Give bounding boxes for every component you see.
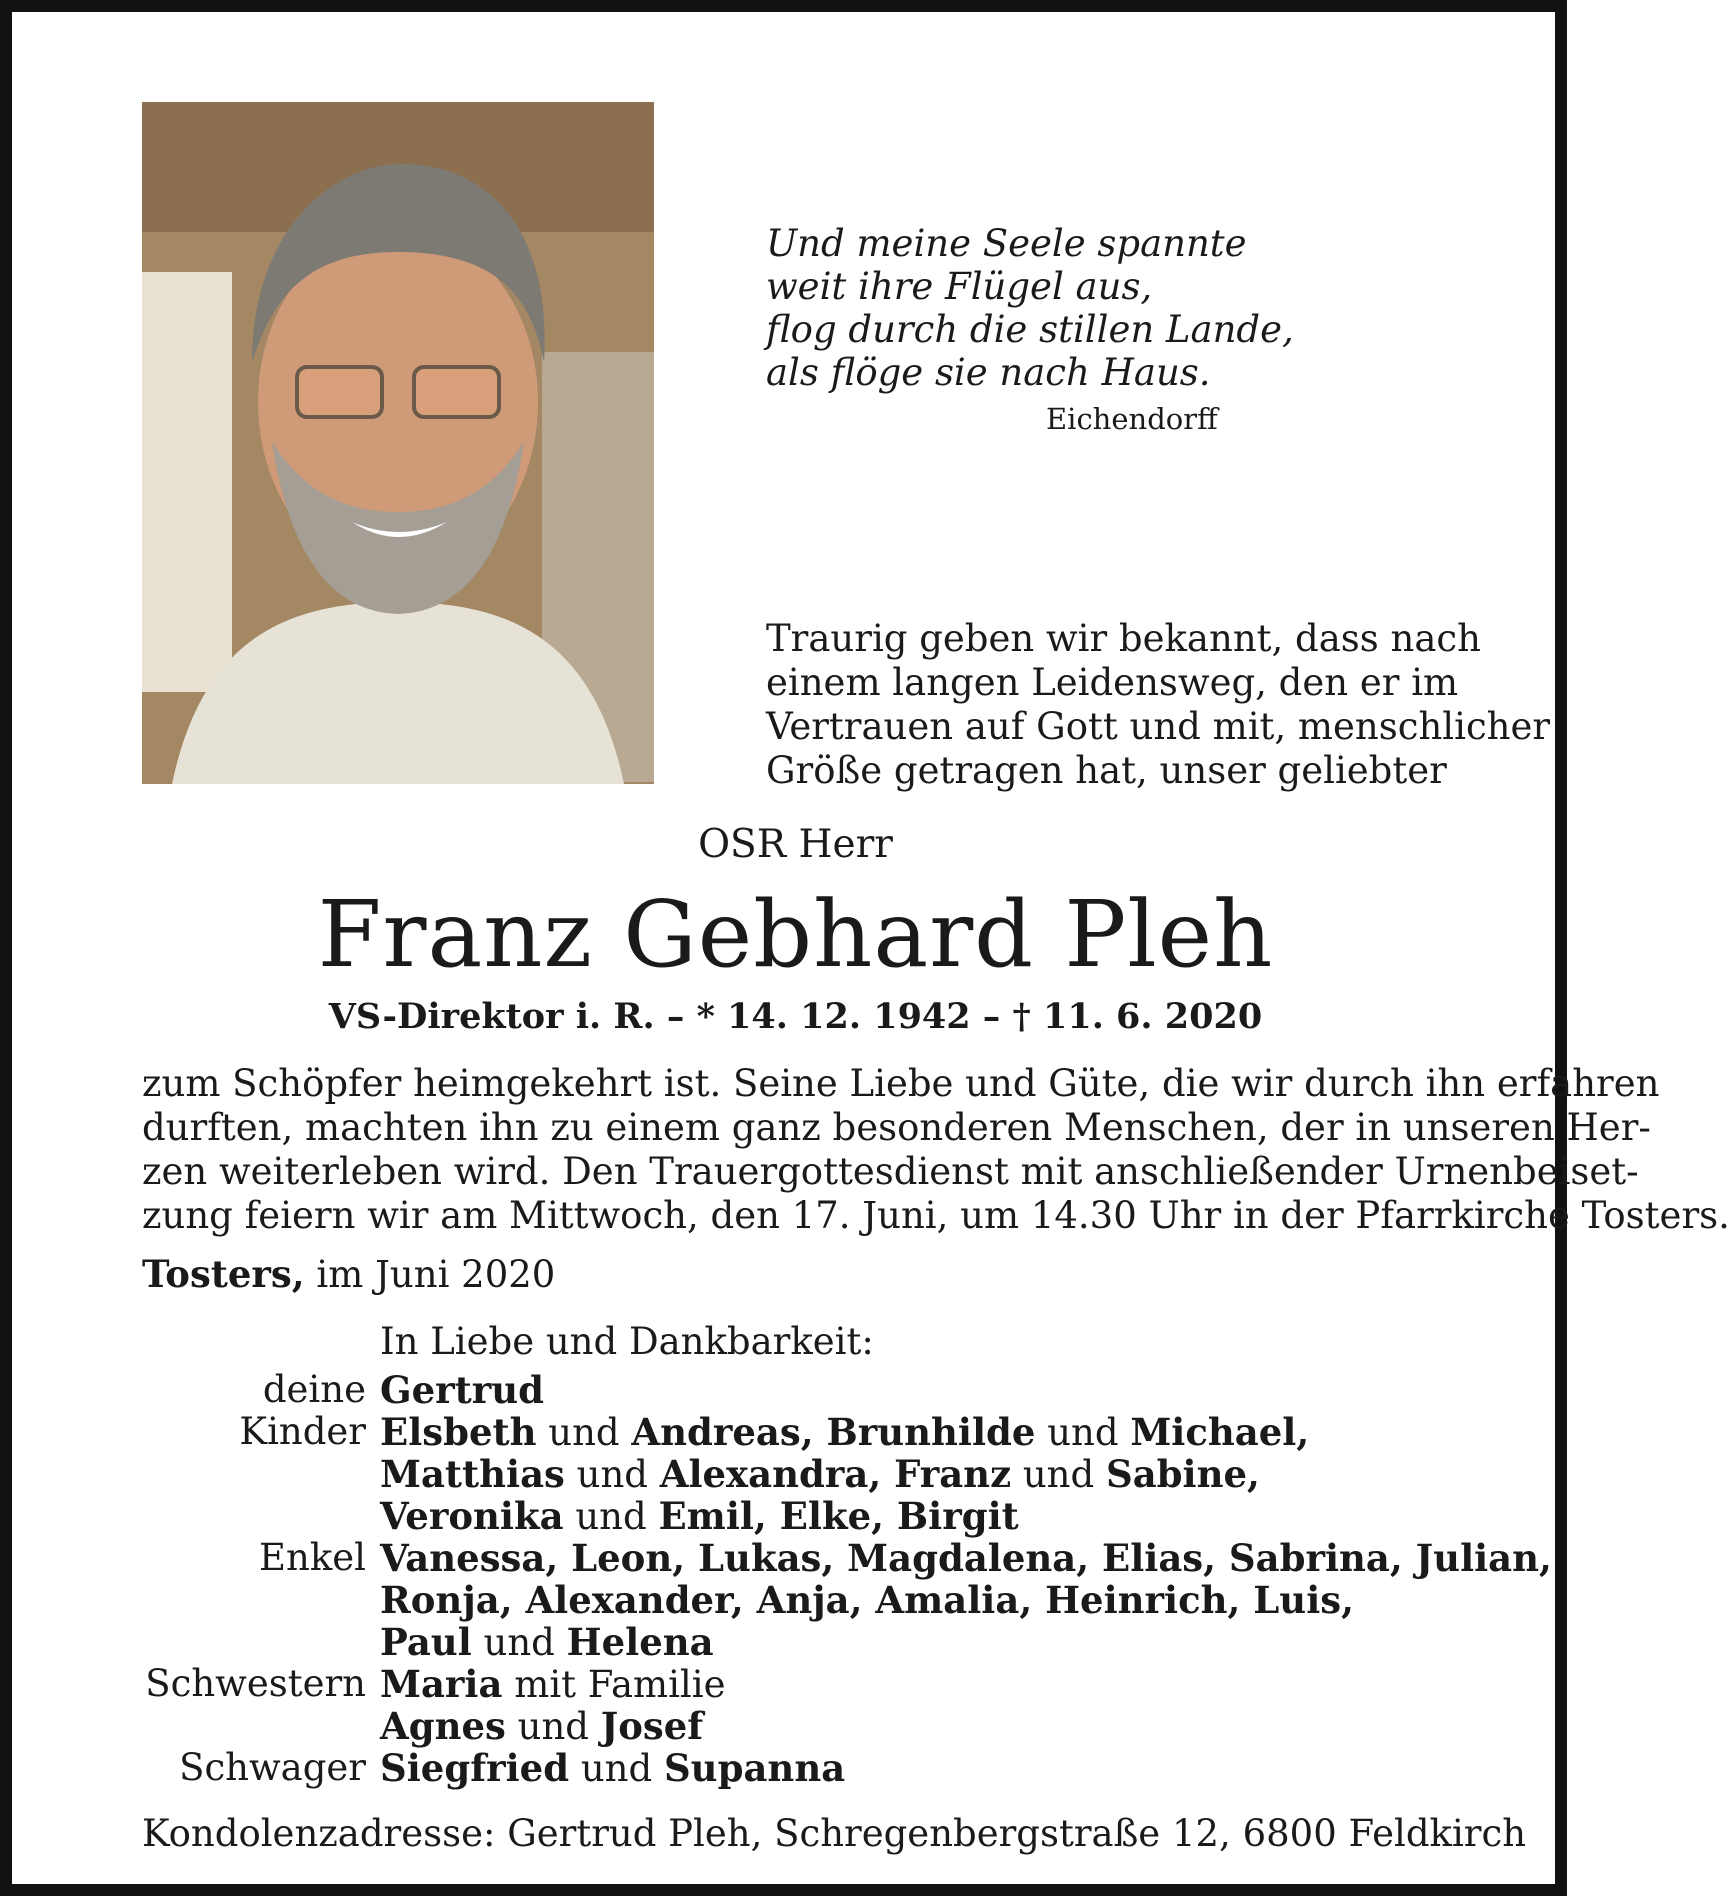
body-line: durften, machten ihn zu einem ganz besonderen Menschen, der in unseren Her-	[142, 1106, 1651, 1149]
mourner-names	[380, 1495, 1019, 1538]
announcement-line: Vertrauen auf Gott und mit, menschlicher	[766, 705, 1551, 748]
mourner-name: Siegfried	[380, 1746, 570, 1790]
deceased-prefix: OSR Herr	[698, 822, 893, 867]
mourner-names	[380, 1453, 1260, 1496]
mourner-names	[380, 1537, 1552, 1580]
mourner-name: Gertrud	[380, 1368, 544, 1412]
body-text	[142, 1062, 1730, 1238]
mourner-connector: und	[536, 1411, 632, 1454]
mourner-connector: und	[564, 1453, 660, 1496]
mourner-row	[12, 1663, 1579, 1705]
deceased-name: Franz Gebhard Pleh	[317, 881, 1274, 988]
closing-phrase: In Liebe und Dankbarkeit:	[380, 1320, 874, 1363]
mourner-name: Emil, Elke, Birgit	[658, 1494, 1019, 1538]
mourner-names	[380, 1411, 1309, 1454]
condolence-address: Kondolenzadresse: Gertrud Pleh, Schregenbergstraße 12, 6800 Feldkirch	[142, 1812, 1527, 1855]
mourner-connector: und	[1011, 1453, 1106, 1496]
place-date-text: im Juni 2020	[316, 1253, 556, 1296]
mourner-names	[380, 1579, 1354, 1622]
mourner-row	[12, 1537, 1579, 1579]
mourner-connector: und	[569, 1747, 664, 1790]
mourner-row	[12, 1369, 1579, 1411]
mourner-relation: Kinder	[239, 1410, 366, 1453]
body-line: zum Schöpfer heimgekehrt ist. Seine Liebe und Güte, die wir durch ihn erfahren	[142, 1062, 1660, 1105]
mourner-names	[380, 1663, 725, 1706]
mourner-row	[12, 1495, 1579, 1537]
mourner-row	[12, 1621, 1579, 1663]
poem-author: Eichendorff	[1046, 402, 1218, 436]
place-town: Tosters,	[142, 1252, 305, 1296]
mourner-row	[12, 1747, 1579, 1789]
body-line: zung feiern wir am Mittwoch, den 17. Juni, um 14.30 Uhr in der Pfarrkirche Tosters.	[142, 1194, 1730, 1237]
mourner-name: Sabine,	[1105, 1452, 1260, 1496]
mourner-name: Agnes	[380, 1704, 506, 1748]
mourner-name: Josef	[600, 1704, 704, 1748]
poem-quote	[766, 222, 1294, 394]
deceased-details: VS-Direktor i. R. – * 14. 12. 1942 – † 11. 6. 2020	[328, 996, 1263, 1037]
mourner-names	[380, 1705, 703, 1748]
mourner-name: Ronja, Alexander, Anja, Amalia, Heinrich, Luis,	[380, 1578, 1354, 1622]
mourner-row	[12, 1579, 1579, 1621]
announcement-line: Größe getragen hat, unser geliebter	[766, 749, 1447, 792]
mourner-relation: Schwestern	[145, 1662, 366, 1705]
mourner-name: Helena	[566, 1620, 714, 1664]
mourner-name: Elsbeth	[380, 1410, 537, 1454]
mourner-name: Andreas, Brunhilde	[631, 1410, 1036, 1454]
poem-line: Und meine Seele spannte	[766, 222, 1247, 265]
mourner-connector: und	[471, 1621, 567, 1664]
mourner-names	[380, 1621, 714, 1664]
announcement-text	[766, 617, 1551, 793]
mourner-row	[12, 1705, 1579, 1747]
place-date	[142, 1252, 555, 1297]
mourner-row	[12, 1453, 1579, 1495]
poem-line: als flöge sie nach Haus.	[766, 351, 1211, 394]
mourner-name: Maria	[380, 1662, 503, 1706]
mourner-names	[380, 1369, 544, 1412]
mourner-name: Alexandra, Franz	[659, 1452, 1012, 1496]
body-line: zen weiterleben wird. Den Trauergottesdienst mit anschließender Urnenbeiset-	[142, 1150, 1639, 1193]
portrait-photo	[142, 102, 654, 784]
poem-line: weit ihre Flügel aus,	[766, 265, 1153, 308]
mourner-connector: und	[505, 1705, 601, 1748]
mourner-connector: mit Familie	[502, 1663, 726, 1706]
mourner-relation: deine	[262, 1368, 366, 1411]
mourner-names	[380, 1747, 845, 1790]
poem-line: flog durch die stillen Lande,	[766, 308, 1294, 351]
mourner-connector: und	[1035, 1411, 1131, 1454]
mourner-relation: Enkel	[259, 1536, 366, 1579]
mourner-name: Supanna	[663, 1746, 846, 1790]
mourner-name: Vanessa, Leon, Lukas, Magdalena, Elias, Sabrina, Julian,	[380, 1536, 1552, 1580]
announcement-line: Traurig geben wir bekannt, dass nach	[766, 617, 1481, 660]
announcement-line: einem langen Leidensweg, den er im	[766, 661, 1459, 704]
mourner-name: Michael,	[1130, 1410, 1310, 1454]
mourner-relation: Schwager	[179, 1746, 366, 1789]
mourner-name: Veronika	[380, 1494, 564, 1538]
mourner-connector: und	[563, 1495, 659, 1538]
mourner-name: Paul	[380, 1620, 472, 1664]
mourner-row	[12, 1411, 1579, 1453]
mourner-name: Matthias	[380, 1452, 565, 1496]
